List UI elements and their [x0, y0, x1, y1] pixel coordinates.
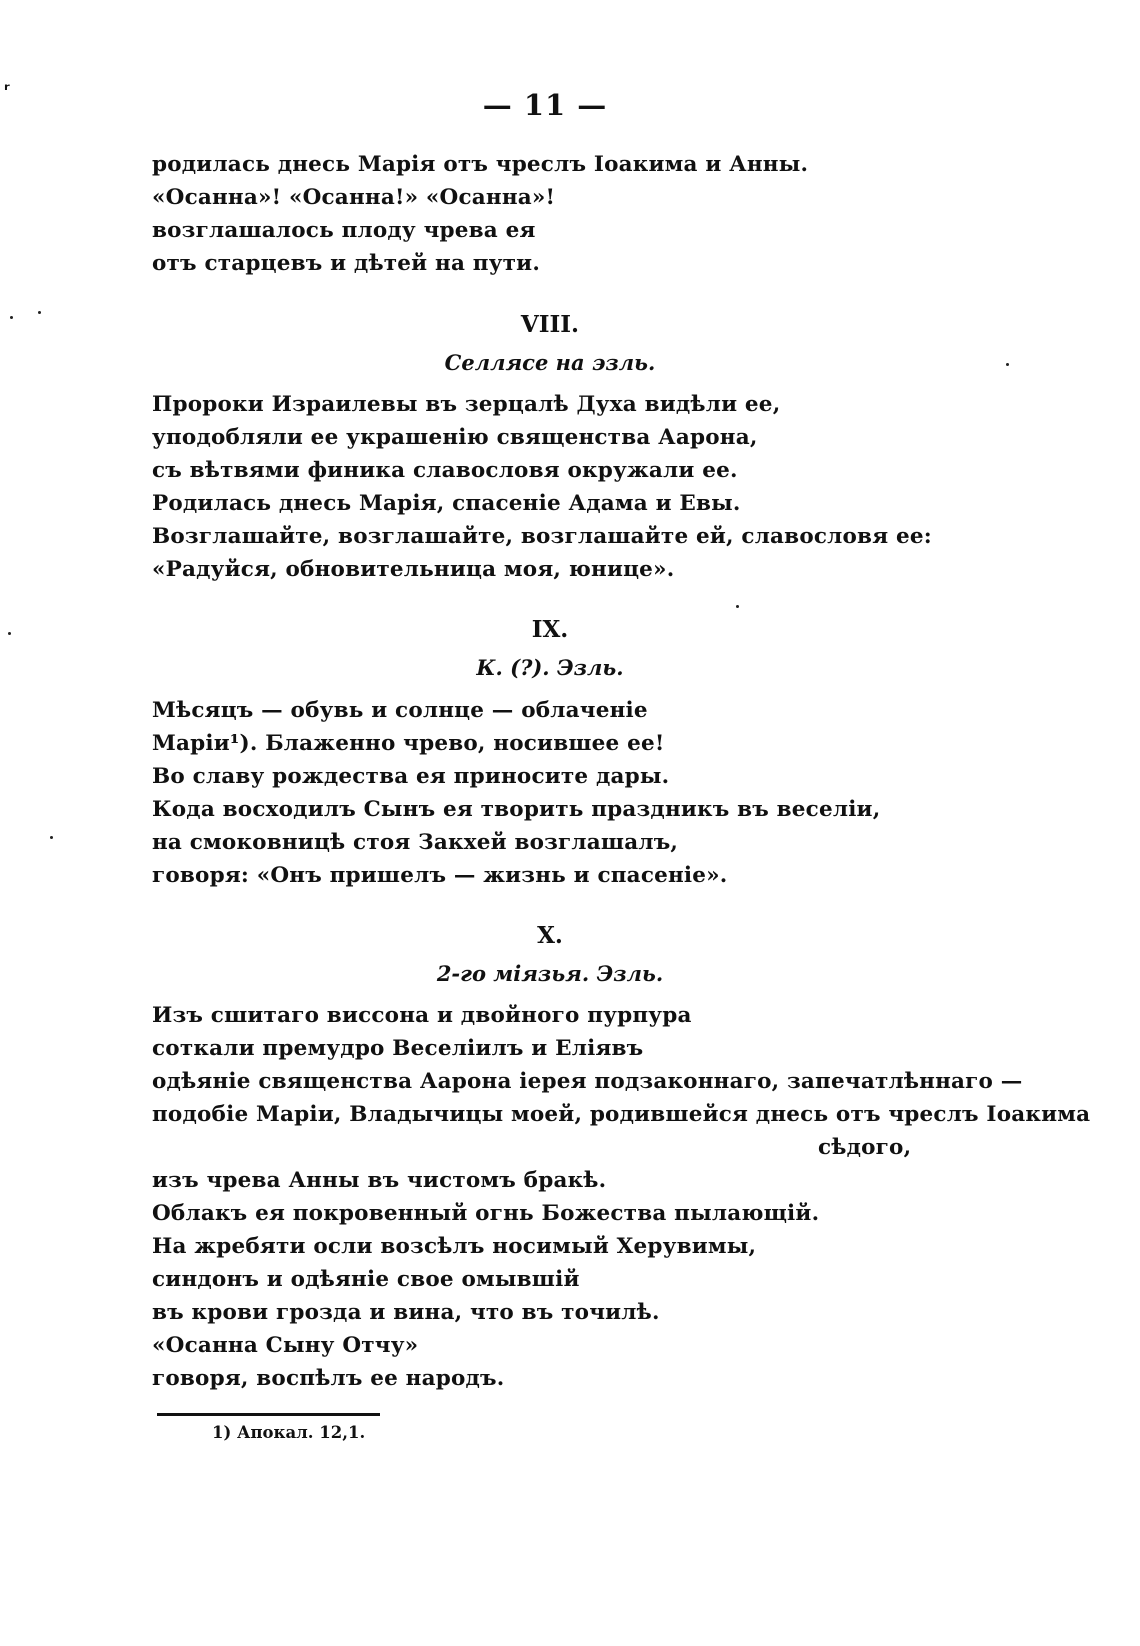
verse-line-continuation: сѣдого, [818, 1135, 912, 1160]
section-subtitle: К. (?). Эзль. [476, 655, 624, 680]
verse-line: соткали премудро Веселіилъ и Еліявъ [152, 1036, 644, 1061]
verse-line: Кода восходилъ Сынъ ея творить праздникъ въ веселіи, [152, 797, 881, 822]
section-numeral: VIII. [520, 311, 580, 338]
verse-line: синдонъ и одѣяніе свое омывшій [152, 1267, 580, 1292]
verse-line: одѣяніе священства Аарона іерея подзаконнаго, запечатлѣннаго — [152, 1069, 1023, 1094]
verse-line: Родилась днесь Марія, спасеніе Адама и Евы. [152, 491, 741, 516]
margin-speck [736, 605, 739, 608]
verse-line: Мѣсяцъ — обувь и солнце — облаченіе [152, 698, 648, 723]
verse-line: говоря, воспѣлъ ее народъ. [152, 1366, 505, 1391]
section-numeral: X. [537, 922, 563, 949]
verse-line: Маріи¹). Блаженно чрево, носившее ее! [152, 731, 665, 756]
intro-line: «Осанна»! «Осанна!» «Осанна»! [152, 185, 556, 210]
verse-line: говоря: «Онъ пришелъ — жизнь и спасеніе». [152, 863, 728, 888]
verse-line: Пророки Израилевы въ зерцалѣ Духа видѣли ее, [152, 392, 781, 417]
page-number: — 11 — [482, 88, 608, 122]
footnote: 1) Апокал. 12,1. [212, 1423, 366, 1442]
verse-line: съ вѣтвями финика славословя окружали ее. [152, 458, 738, 483]
section-subtitle: 2-го міязья. Эзль. [436, 961, 664, 986]
section-subtitle: Селлясе на эзль. [444, 350, 656, 375]
verse-line: «Радуйся, обновительница моя, юнице». [152, 557, 675, 582]
verse-line: Облакъ ея покровенный огнь Божества пылающій. [152, 1201, 820, 1226]
footnote-rule [157, 1413, 380, 1416]
verse-line: Во славу рождества ея приносите дары. [152, 764, 670, 789]
verse-line: изъ чрева Анны въ чистомъ бракѣ. [152, 1168, 607, 1193]
verse-line: «Осанна Сыну Отчу» [152, 1333, 419, 1358]
intro-line: родилась днесь Марія отъ чреслъ Іоакима и Анны. [152, 152, 809, 177]
section-numeral: IX. [531, 616, 569, 643]
verse-line: Возглашайте, возглашайте, возглашайте ей, славословя ее: [152, 524, 932, 549]
verse-line: въ крови грозда и вина, что въ точилѣ. [152, 1300, 660, 1325]
margin-speck [50, 836, 53, 839]
verse-line: уподобляли ее украшенію священства Аарона, [152, 425, 758, 450]
verse-line: Изъ сшитаго виссона и двойного пурпура [152, 1003, 692, 1028]
verse-line: На жребяти осли возсѣлъ носимый Херувимы, [152, 1234, 757, 1259]
intro-line: возглашалось плоду чрева ея [152, 218, 536, 243]
margin-mark: ʳ [4, 80, 10, 101]
intro-line: отъ старцевъ и дѣтей на пути. [152, 251, 541, 276]
verse-line: подобіе Маріи, Владычицы моей, родившейся днесь отъ чреслъ Іоакима [152, 1102, 1091, 1127]
verse-line: на смоковницѣ стоя Закхей возглашалъ, [152, 830, 679, 855]
